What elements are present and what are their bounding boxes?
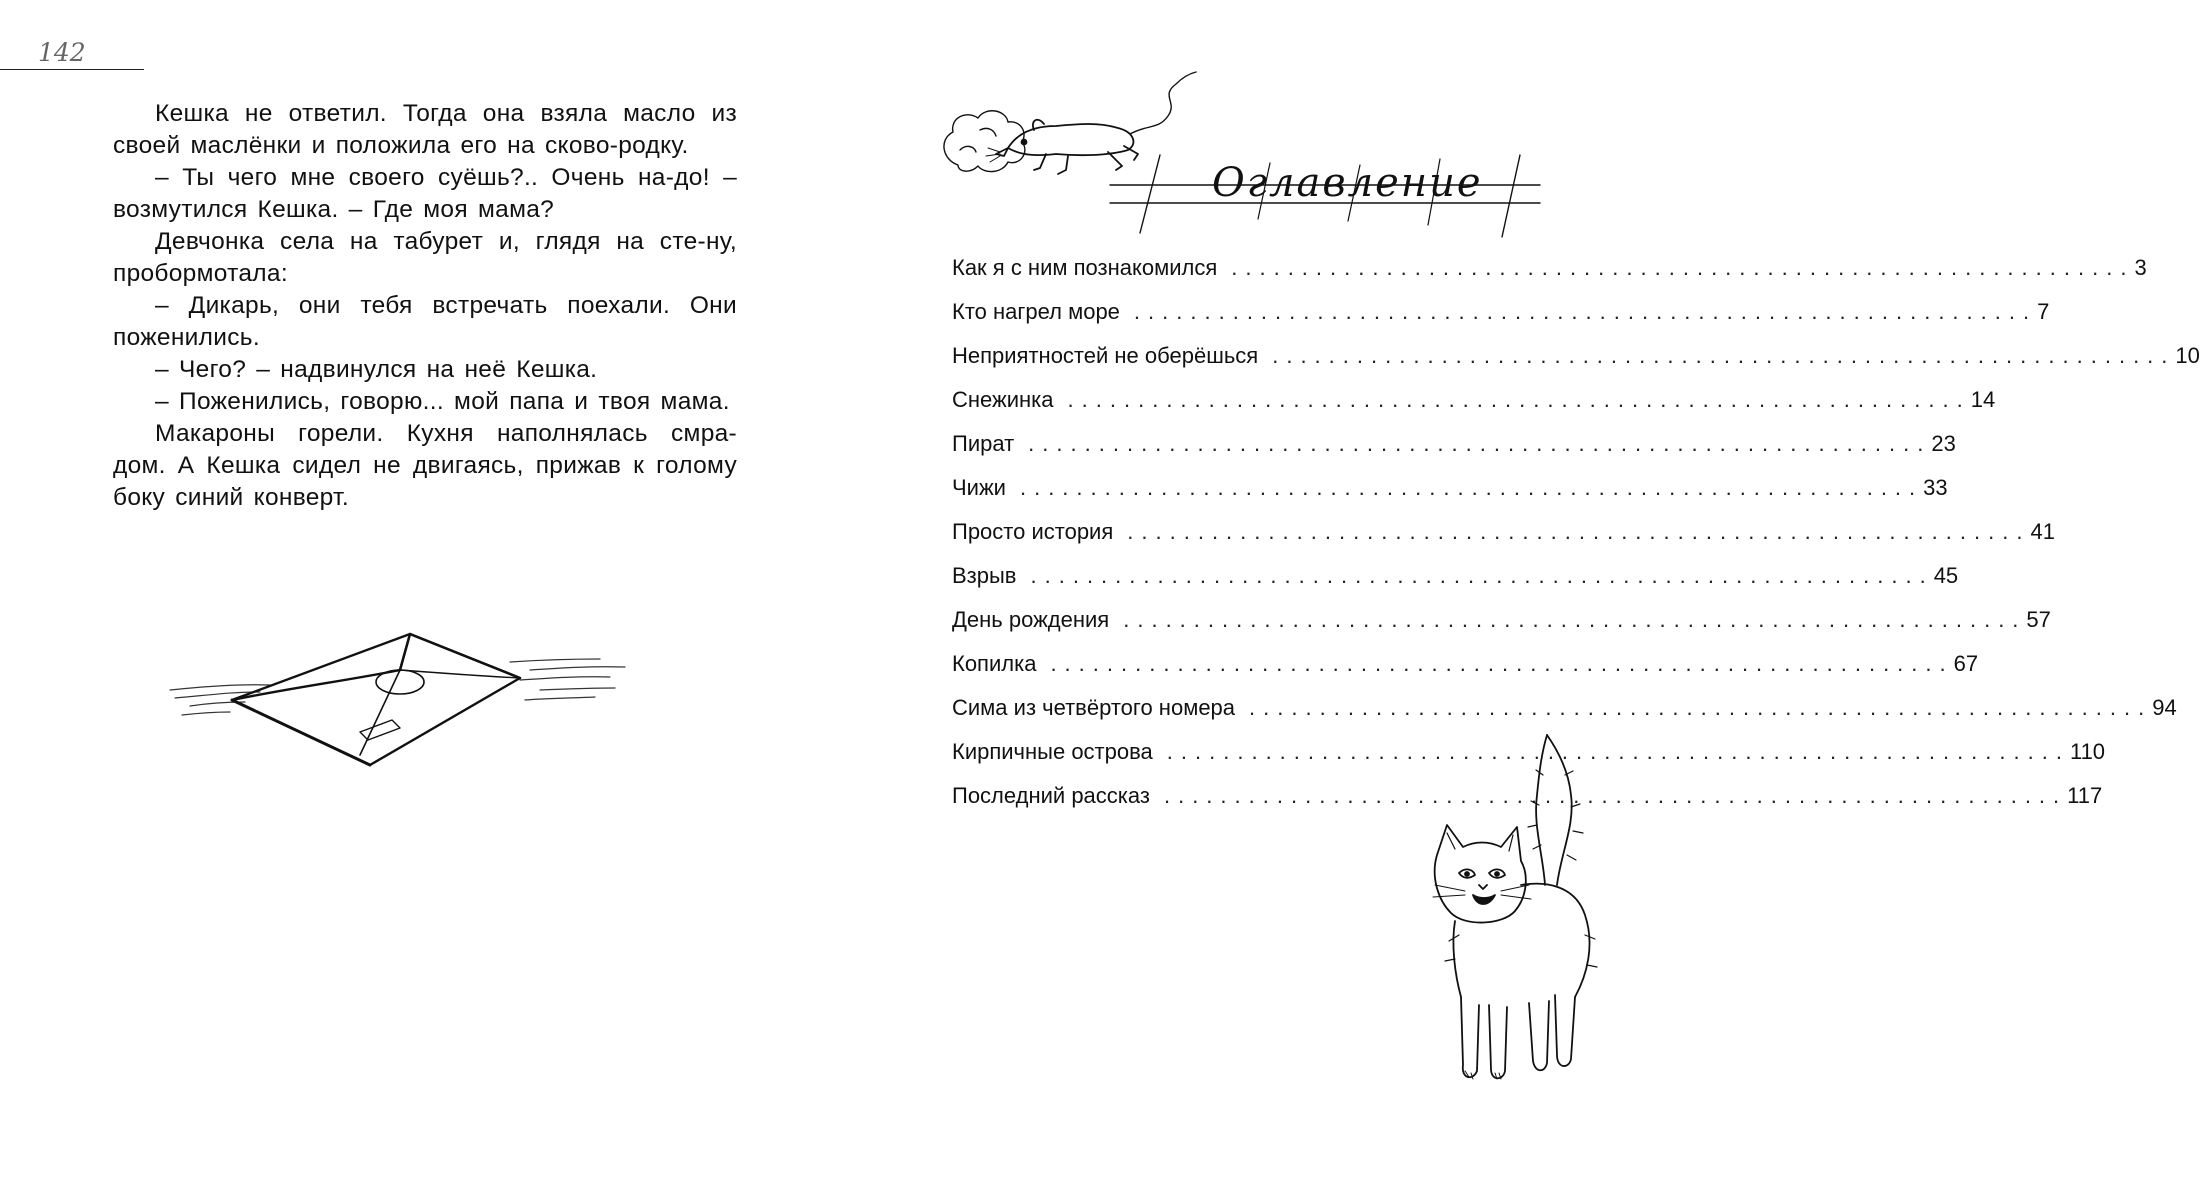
toc-entry[interactable] [952,431,1956,475]
toc-leader-dots: ................................................................ [1272,343,2176,368]
toc-leader-dots: ................................................................ [1231,255,2135,280]
toc-leader-dots: ................................................................ [1028,431,1932,456]
story-paragraph: – Поженились, говорю... мой папа и твоя мама. [155,388,730,415]
toc-entry-page: 110 [2069,739,2106,764]
toc-entry-title: Неприятностей не оберёшься [952,343,1259,368]
toc-entry-page: 33 [1923,475,1948,500]
toc-entry-page: 94 [2152,695,2177,720]
toc-entry-page: 41 [2030,519,2055,544]
story-paragraph: Девчонка села на табурет и, глядя на сте-ну, пробормотала: [113,228,737,287]
toc-leader-dots: ................................................................ [1133,299,2038,324]
toc-leader-dots: ................................................................ [1127,519,2031,544]
toc-entry[interactable] [952,519,2055,563]
toc-leader-dots: ................................................................ [1249,695,2153,720]
page-number-rule [0,69,144,70]
toc-entry-title: Как я с ним познакомился [952,255,1218,280]
toc-entry-page: 7 [2037,299,2050,324]
toc-entry[interactable] [952,563,1959,607]
cat-illustration [1425,735,1605,1090]
toc-leader-dots: ................................................................ [1050,651,1954,676]
toc-entry-page: 10 [2175,343,2200,368]
toc-entry[interactable] [952,475,1948,519]
story-paragraph: Макароны горели. Кухня наполнялась смра-дом. А Кешка сидел не двигаясь, прижав к голому боку синий конверт. [113,420,737,511]
toc-leader-dots: ................................................................ [1019,475,1924,500]
toc-entry-title: Пират [952,431,1015,456]
toc-entry-title: Взрыв [952,563,1017,588]
toc-entry[interactable] [952,607,2051,651]
toc-entry-title: Сима из четвёртого номера [952,695,1236,720]
story-paragraph: Кешка не ответил. Тогда она взяла масло из своей маслёнки и положила его на сково-родку. [113,100,737,159]
story-text [113,98,737,514]
toc-entry-title: Последний рассказ [952,783,1150,808]
toc-entry[interactable] [952,651,1979,695]
toc-leader-dots: ................................................................ [1166,739,2070,764]
toc-entry[interactable] [952,255,2147,299]
toc-entry[interactable] [952,343,2200,387]
story-paragraph: – Чего? – надвинулся на неё Кешка. [155,356,598,383]
toc-entry-page: 117 [2067,783,2103,808]
toc-entry-title: Снежинка [952,387,1054,412]
toc-leader-dots: ................................................................ [1030,563,1934,588]
toc-entry-title: Копилка [952,651,1037,676]
toc-entry-page: 3 [2134,255,2147,280]
toc-entry-page: 57 [2026,607,2051,632]
page-number: 142 [38,38,86,67]
story-paragraph: – Дикарь, они тебя встречать поехали. Они поженились. [113,292,737,351]
toc-entry[interactable] [952,299,2050,343]
envelope-illustration [170,640,630,820]
toc-entry-title: Чижи [952,475,1006,500]
toc-entry[interactable] [952,387,1996,431]
toc-leader-dots: ................................................................ [1067,387,1971,412]
toc-entry-title: Просто история [952,519,1114,544]
toc-entry-page: 14 [1970,387,1996,412]
toc-title: Оглавление [1212,160,1483,206]
toc-entry-title: День рождения [952,607,1110,632]
toc-entry-title: Кто нагрел море [952,299,1120,324]
toc-entry-title: Кирпичные острова [952,739,1153,764]
toc-entry-page: 23 [1931,431,1956,456]
toc-entry-page: 45 [1933,563,1959,588]
story-paragraph: – Ты чего мне своего суёшь?.. Очень на-до! – возмутился Кешка. – Где моя мама? [113,164,737,223]
toc-entry[interactable] [952,695,2177,739]
toc-leader-dots: ................................................................ [1163,783,2068,808]
toc-entry-page: 67 [1953,651,1979,676]
toc-leader-dots: ................................................................ [1123,607,2027,632]
